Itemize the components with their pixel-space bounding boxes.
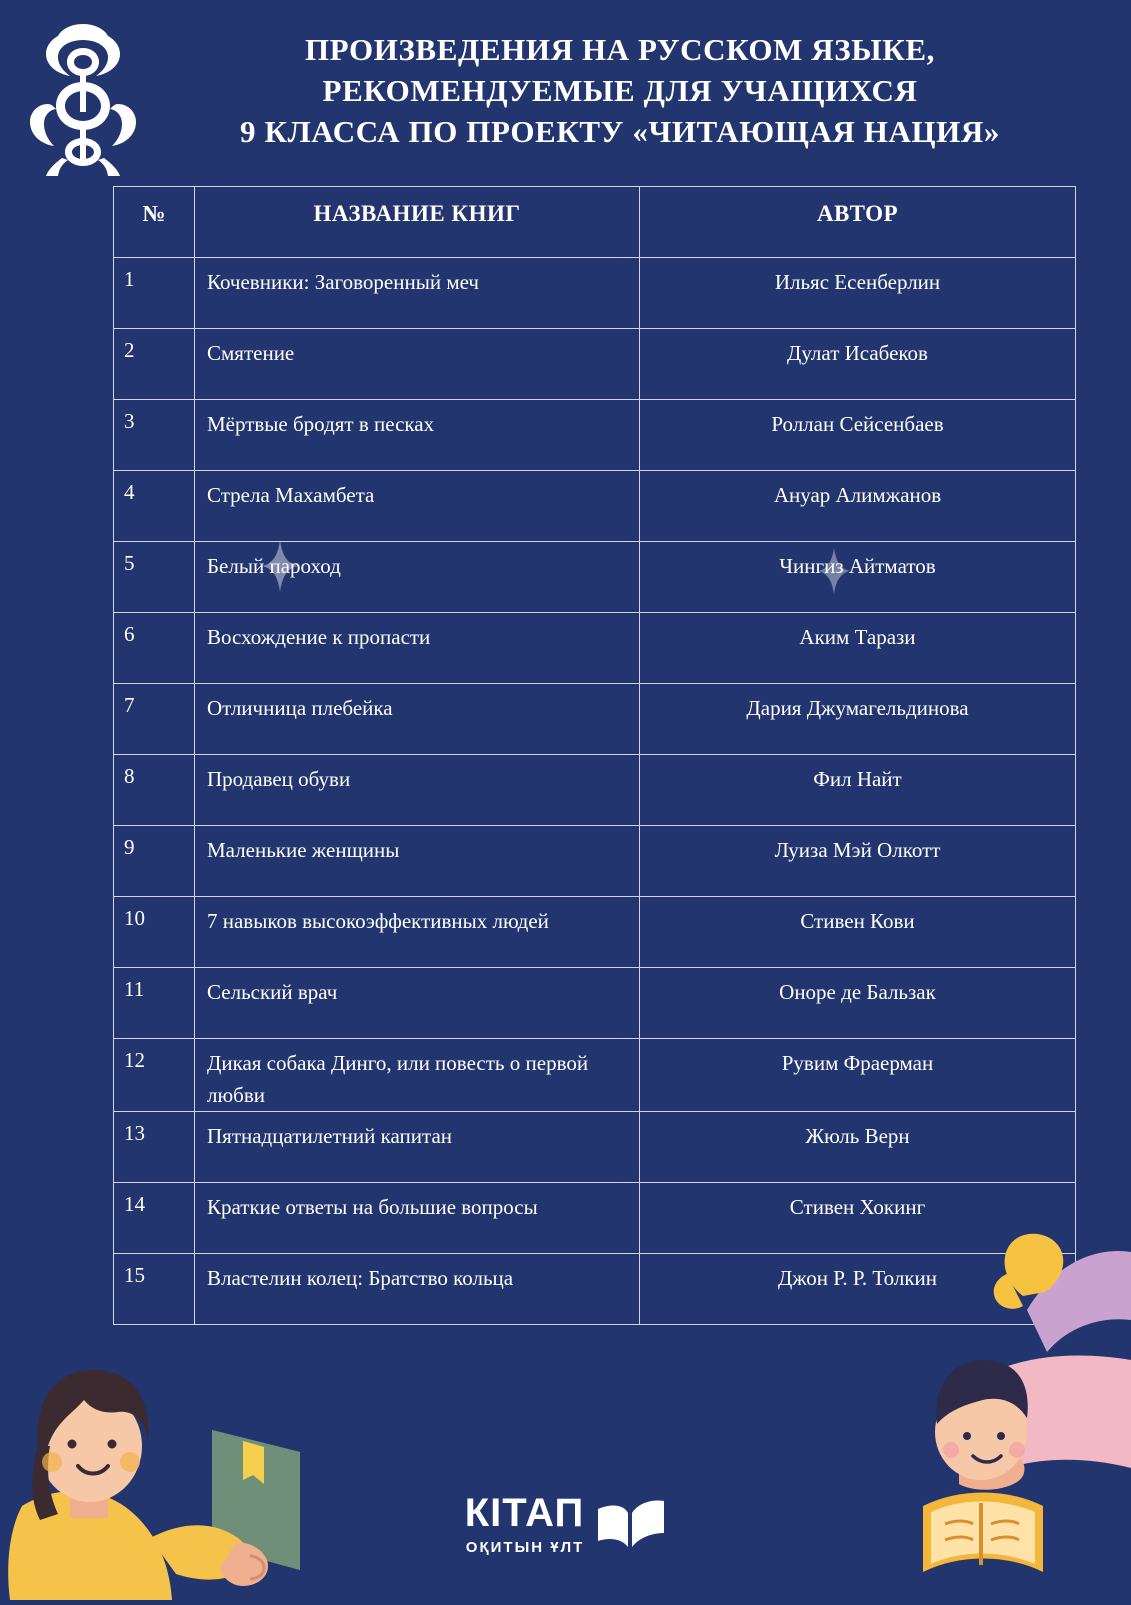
row-number: 4 [114, 471, 195, 542]
table-row [114, 1254, 1076, 1325]
table-row [114, 613, 1076, 684]
table-row [114, 1039, 1076, 1112]
row-author: Оноре де Бальзак [640, 968, 1076, 1039]
row-number: 13 [114, 1112, 195, 1183]
table-row [114, 471, 1076, 542]
row-number: 12 [114, 1039, 195, 1112]
row-title: Дикая собака Динго, или повесть о первой любви [195, 1039, 640, 1112]
column-header-title: НАЗВАНИЕ КНИГ [195, 187, 640, 258]
row-number: 11 [114, 968, 195, 1039]
row-number: 6 [114, 613, 195, 684]
row-title: Стрела Махамбета [195, 471, 640, 542]
row-title: Мёртвые бродят в песках [195, 400, 640, 471]
row-number: 3 [114, 400, 195, 471]
row-author: Рувим Фраерман [640, 1039, 1076, 1112]
row-author: Роллан Сейсенбаев [640, 400, 1076, 471]
logo-sub-text: ОҚИТЫН ҰЛТ [465, 1539, 585, 1556]
row-title: 7 навыков высокоэффективных людей [195, 897, 640, 968]
row-author: Ануар Алимжанов [640, 471, 1076, 542]
column-header-number: № [114, 187, 195, 258]
row-author: Стивен Хокинг [640, 1183, 1076, 1254]
row-number: 14 [114, 1183, 195, 1254]
row-number: 2 [114, 329, 195, 400]
books-table [113, 186, 1076, 1325]
table-row [114, 826, 1076, 897]
table-row [114, 1112, 1076, 1183]
row-title: Кочевники: Заговоренный меч [195, 258, 640, 329]
table-body [114, 258, 1076, 1325]
row-number: 9 [114, 826, 195, 897]
row-number: 10 [114, 897, 195, 968]
table-header-row [114, 187, 1076, 258]
kazakh-ornament [18, 18, 148, 178]
row-title: Пятнадцатилетний капитан [195, 1112, 640, 1183]
table-row [114, 258, 1076, 329]
row-author: Дария Джумагельдинова [640, 684, 1076, 755]
row-title: Отличница плебейка [195, 684, 640, 755]
row-author: Джон Р. Р. Толкин [640, 1254, 1076, 1325]
table-row [114, 329, 1076, 400]
row-title: Властелин колец: Братство кольца [195, 1254, 640, 1325]
books-table-container [113, 186, 1036, 1325]
title-line-2: РЕКОМЕНДУЕМЫЕ ДЛЯ УЧАЩИХСЯ [322, 72, 918, 108]
row-title: Смятение [195, 329, 640, 400]
row-number: 7 [114, 684, 195, 755]
row-author: Жюль Верн [640, 1112, 1076, 1183]
table-row [114, 542, 1076, 613]
logo-main-text: КІТАП [464, 1491, 585, 1535]
row-title: Краткие ответы на большие вопросы [195, 1183, 640, 1254]
table-row [114, 968, 1076, 1039]
row-title: Сельский врач [195, 968, 640, 1039]
row-author: Фил Найт [640, 755, 1076, 826]
row-title: Продавец обуви [195, 755, 640, 826]
open-book-icon [594, 1497, 666, 1553]
table-row [114, 755, 1076, 826]
column-header-author: АВТОР [640, 187, 1076, 258]
table-head [114, 187, 1076, 258]
row-number: 1 [114, 258, 195, 329]
row-author: Дулат Исабеков [640, 329, 1076, 400]
page-title [140, 30, 1100, 153]
table-row [114, 1183, 1076, 1254]
logo-text-block [465, 1493, 585, 1556]
table-row [114, 400, 1076, 471]
row-author: Чингиз Айтматов [640, 542, 1076, 613]
row-number: 5 [114, 542, 195, 613]
title-line-1: ПРОИЗВЕДЕНИЯ НА РУССКОМ ЯЗЫКЕ, [304, 32, 936, 67]
row-number: 15 [114, 1254, 195, 1325]
row-title: Маленькие женщины [195, 826, 640, 897]
table-row [114, 684, 1076, 755]
footer-logo [0, 1493, 1131, 1556]
table-row [114, 897, 1076, 968]
row-title: Восхождение к пропасти [195, 613, 640, 684]
row-author: Ильяс Есенберлин [640, 258, 1076, 329]
row-number: 8 [114, 755, 195, 826]
row-author: Стивен Кови [640, 897, 1076, 968]
row-author: Аким Тарази [640, 613, 1076, 684]
row-author: Луиза Мэй Олкотт [640, 826, 1076, 897]
title-line-3: 9 КЛАССА ПО ПРОЕКТУ «ЧИТАЮЩАЯ НАЦИЯ» [240, 113, 1000, 149]
row-title: Белый пароход [195, 542, 640, 613]
